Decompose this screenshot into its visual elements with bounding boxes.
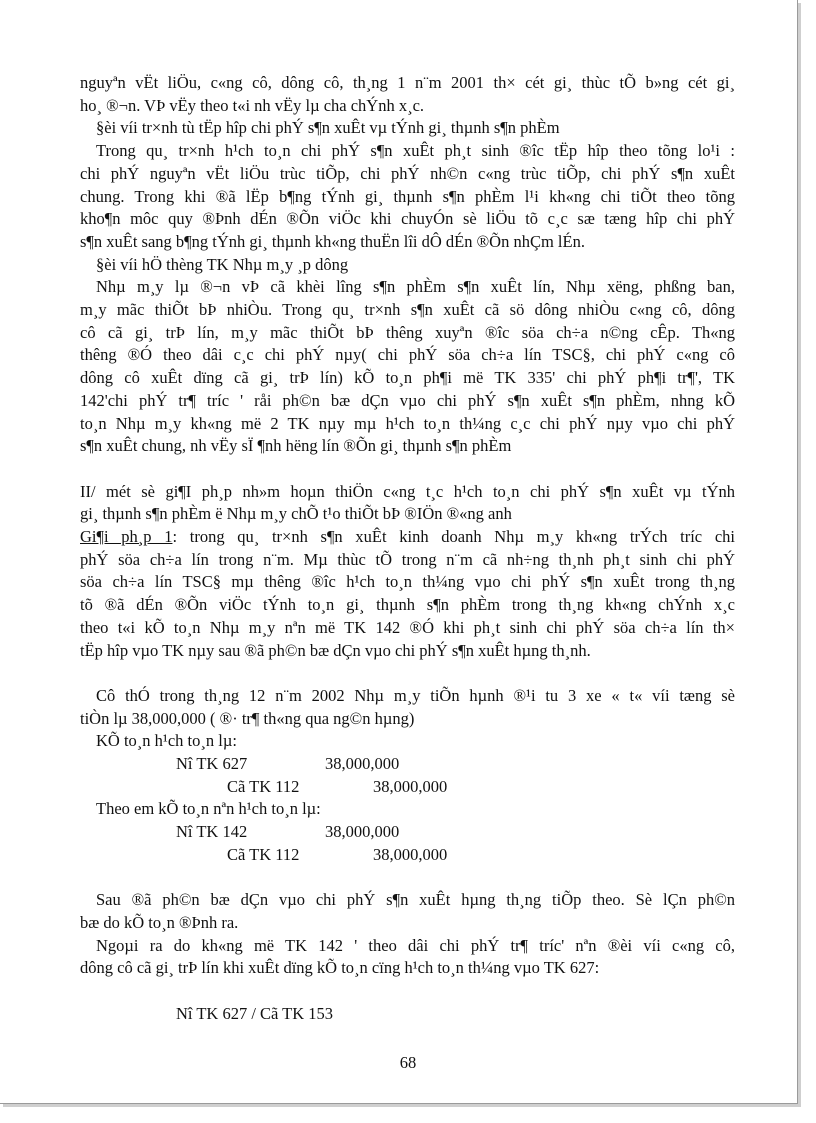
paragraph-5 (80, 276, 735, 458)
text-line: Sau ®ã ph©n bæ dÇn vµo chi phÝ s¶n xuÊt hµng th¸ng tiÕp theo. Sè lÇn ph©n (96, 890, 735, 910)
text-line: Cô thÓ trong th¸ng 12 n¨m 2002 Nhµ m¸y tiÕn hµnh ®¹i tu 3 xe « t« víi tæng sè (96, 685, 735, 705)
blank-line (80, 867, 735, 890)
entry-title: Theo em kÕ to¸n nªn h¹ch to¸n lµ: (96, 799, 321, 819)
journal-entry-current (80, 730, 735, 798)
text-line: §èi víi hÖ thèng TK Nhµ m¸y ¸p dông (96, 254, 349, 274)
paragraph-1 (80, 72, 735, 117)
journal-entry-proposed (80, 798, 735, 866)
solution-intro: : trong qu¸ tr×nh s¶n xuÊt kinh doanh Nhµ m¸y kh«ng trÝch tríc chi (172, 527, 735, 547)
text-line: dông cô xuÊt dïng cã gi¸ trÞ lín) kÕ to¸n ph¶i më TK 335' chi phÝ ph¶i tr¶', TK (80, 368, 735, 388)
paragraph-2 (80, 117, 735, 140)
text-line: gi¸ thµnh s¶n phÈm ë Nhµ m¸y chÕ t¹o thiÕt bÞ ®IÖn ®«ng anh (80, 504, 512, 524)
text-line: s¶n xuÊt sang b¶ng tÝnh gi¸ thµnh kh«ng thuËn lîi dÔ dÉn ®Õn nhÇm lÉn. (80, 231, 585, 251)
text-line: to¸n Nhµ m¸y kh«ng më 2 TK nµy mµ h¹ch to¸n th¼ng c¸c chi phÝ nµy vµo chi phÝ (80, 413, 735, 433)
paragraph-3 (80, 140, 735, 254)
paragraph-4 (80, 254, 735, 277)
text-line: theo t«i kÕ to¸n Nhµ m¸y nªn më TK 142 ®Ó khi ph¸t sinh chi phÝ söa ch÷a lín th× (80, 617, 735, 637)
text-line: bæ do kÕ to¸n ®Þnh ra. (80, 912, 239, 932)
paragraph-solution-1 (80, 526, 735, 662)
credit-line (80, 776, 735, 799)
text-line: II/ mét sè gi¶I ph¸p nh»m hoµn thiÖn c«ng t¸c h¹ch to¸n chi phÝ s¶n xuÊt vµ tÝnh (80, 481, 735, 501)
blank-line (80, 662, 735, 685)
credit-amount: 38,000,000 (373, 776, 448, 796)
text-line: Ngoµi ra do kh«ng më TK 142 ' theo dâi chi phÝ tr¶ tríc' nªn ®èi víi c«ng cô, (96, 935, 735, 955)
text-line: tiÒn lµ 38,000,000 ( ®· tr¶ th«ng qua ng©n hµng) (80, 708, 415, 728)
paragraph-example (80, 685, 735, 730)
page-content (80, 72, 735, 1025)
text-line: chung. Trong khi ®ã lËp b¶ng tÝnh gi¸ thµnh s¶n phÈm l¹i kh«ng chi tiÕt theo tõng (80, 186, 735, 206)
blank-line (80, 980, 735, 1003)
credit-amount: 38,000,000 (373, 844, 448, 864)
text-line: söa ch÷a lín TSC§ mµ thêng ®îc h¹ch to¸n th¼ng vµo chi phÝ s¶n xuÊt trong th¸ng (80, 572, 735, 592)
text-line: tËp hîp vµo TK nµy sau ®ã ph©n bæ dÇn vµo chi phÝ s¶n xuÊt hµng th¸nh. (80, 640, 591, 660)
text-line: s¶n xuÊt chung, nh vËy sÏ ¶nh hëng lín ®Õn gi¸ thµnh s¶n phÈm (80, 436, 512, 456)
text-line: thêng ®Ó theo dâi c¸c chi phÝ nµy( chi phÝ söa ch÷a lín TSC§, chi phÝ c«ng cô (80, 345, 735, 365)
paragraph-allocation (80, 889, 735, 934)
debit-account: Nî TK 627 (176, 754, 248, 774)
debit-line (80, 753, 735, 776)
text-line: chi phÝ nguyªn vËt liÖu trùc tiÕp, chi phÝ nh©n c«ng trùc tiÕp, chi phÝ s¶n xuÊt (80, 163, 735, 183)
blank-line (80, 458, 735, 481)
page-number: 68 (399, 1053, 417, 1072)
credit-line (80, 844, 735, 867)
debit-account: Nî TK 142 (176, 822, 248, 842)
solution-label: Gi¶i ph¸p 1 (80, 527, 173, 547)
credit-account: Cã TK 112 (227, 776, 300, 796)
text-line (80, 526, 735, 549)
entry-text: Nî TK 627 / Cã TK 153 (176, 1003, 334, 1023)
section-heading (80, 481, 735, 526)
journal-entry-tools (80, 1003, 735, 1026)
entry-title: KÕ to¸n h¹ch to¸n lµ: (96, 731, 237, 751)
text-line: 142'chi phÝ tr¶ tríc ' råi ph©n bæ dÇn vµo chi phÝ s¶n xuÊt s¶n phÈm, nhng kÕ (80, 390, 735, 410)
text-line: phÝ söa ch÷a lín trong n¨m. Mµ thùc tÕ trong n¨m cã nh÷ng th¸nh ph¸t sinh chi phÝ (80, 549, 735, 569)
text-line: nguyªn vËt liÖu, c«ng cô, dông cô, th¸ng 1 n¨m 2001 th× cét gi¸ thùc tÕ b»ng cét gi¸ (80, 73, 735, 92)
credit-account: Cã TK 112 (227, 844, 300, 864)
text-line: ho¸ ®¬n. VÞ vËy theo t«i nh vËy lµ cha chÝnh x¸c. (80, 95, 425, 115)
text-line: Trong qu¸ tr×nh h¹ch to¸n chi phÝ s¶n xuÊt ph¸t sinh ®îc tËp hîp theo tõng lo¹i : (96, 141, 735, 161)
paragraph-tools (80, 935, 735, 980)
text-line: dông cô cã gi¸ trÞ lín khi xuÊt dïng kÕ to¸n cïng h¹ch to¸n th¼ng vµo TK 627: (80, 958, 600, 978)
text-line: tõ ®ã dÉn ®Õn viÖc tÝnh to¸n gi¸ thµnh s¶n phÈm trong th¸ng kh«ng chÝnh x¸c (80, 595, 735, 615)
text-line: Nhµ m¸y lµ ®¬n vÞ cã khèi lîng s¶n phÈm s¶n xuÊt lín, Nhµ xëng, phßng ban, (96, 277, 735, 297)
debit-amount: 38,000,000 (325, 822, 400, 842)
text-line: §èi víi tr×nh tù tËp hîp chi phÝ s¶n xuÊt vµ tÝnh gi¸ thµnh s¶n phÈm (96, 118, 560, 138)
text-line: cô cã gi¸ trÞ lín, m¸y mãc thiÕt bÞ thêng xuyªn ®îc söa ch÷a n©ng cÊp. Th«ng (80, 322, 735, 342)
text-line: m¸y mãc thiÕt bÞ nhiÒu. Trong qu¸ tr×nh s¶n xuÊt cã sö dông nhiÒu c«ng cô, dông (80, 300, 735, 320)
debit-line (80, 821, 735, 844)
debit-amount: 38,000,000 (325, 754, 400, 774)
text-line: kho¶n môc quy ®Þnh dÉn ®Õn viÖc khi chuyÓn sè liÖu tõ c¸c sæ tæng hîp chi phÝ (80, 209, 735, 229)
